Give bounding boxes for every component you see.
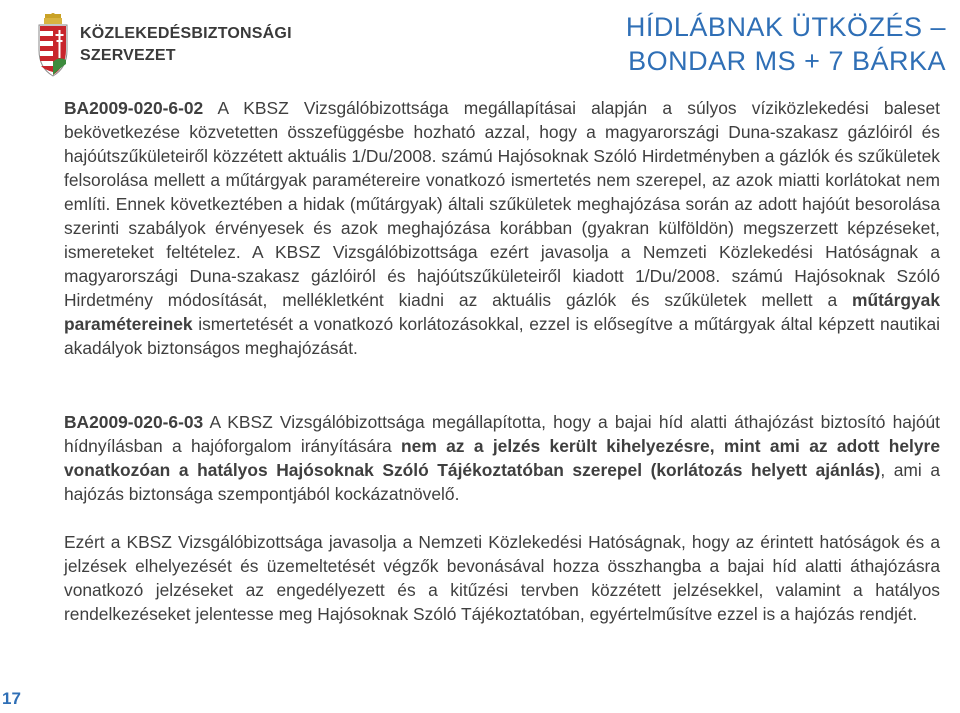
slide-title (626, 10, 946, 78)
hungarian-coat-of-arms-icon (36, 12, 70, 78)
paragraph-text: A KBSZ Vizsgálóbizottsága megállapította, hogy a bajai híd alatti áthajózást biztosító hajóút hídnyílásban a hajóforgalom irányítására (64, 412, 940, 456)
recommendation-paragraph-3 (64, 530, 940, 626)
recommendation-paragraph-2 (64, 410, 940, 506)
paragraph-text: A KBSZ Vizsgálóbizottsága megállapításai alapján a súlyos víziközlekedési baleset bekövetkezése közvetetten összefüggésbe hozható azzal, hogy a magyarországi Duna-szakasz gázlóiról és hajóútszűkületeiről közzétett aktuális 1/Du/2008. számú Hajósoknak Szóló Hirdetményben a gázlók és szűkületek felsorolása mellett a műtárgyak paramétereire vonatkozó ismertetés nem szerepel, az azok miatti korlátokat nem említi. Ennek következtében a hidak (műtárgyak) általi szűkületek meghajózása során az adott hajóút besorolása szerinti szabályok érvényesek és azok meghajózása korábban (gyakran külföldön) megszerzett képzéseket, ismereteket feltételez. A KBSZ Vizsgálóbizottsága ezért javasolja a Nemzeti Közlekedési Hatóságnak a magyarországi Duna-szakasz gázlóiról és hajóútszűkületeiről kiadott 1/Du/2008. számú Hajósoknak Szóló Hirdetmény módosítását, mellékletként kiadni az aktuális gázlók és szűkületek mellett a (64, 98, 940, 310)
title-line2: BONDAR MS + 7 BÁRKA (628, 46, 946, 76)
recommendation-id: BA2009-020-6-03 (64, 412, 204, 432)
recommendation-paragraph-1 (64, 96, 940, 360)
logo-text (80, 23, 292, 67)
title-line1: HÍDLÁBNAK ÜTKÖZÉS – (625, 12, 946, 42)
recommendation-id: BA2009-020-6-02 (64, 98, 204, 118)
bold-emphasis: műtárgyak paramétereinek (64, 290, 940, 334)
page-number: 17 (2, 689, 21, 708)
paragraph-text: Ezért a KBSZ Vizsgálóbizottsága javasolja a Nemzeti Közlekedési Hatóságnak, hogy az érintett hatóságok és a jelzések elhelyezését és üzemeltetését végzők bevonásával hozza összhangba a bajai híd alatti áthajózásra vonatkozó jelzéseket az engedélyezett és a kitűzési tervben közzétett jelzésekkel, valamint a hatályos rendelkezéseket jelentesse meg Hajósoknak Szóló Tájékoztatóban, egyértelműsítve ezzel is a hajózás rendjét. (64, 532, 940, 624)
kbsz-logo (36, 10, 292, 80)
logo-line1: KÖZLEKEDÉSBIZTONSÁGI (80, 25, 292, 42)
logo-line2: SZERVEZET (80, 47, 176, 64)
paragraph-text: ismertetését a vonatkozó korlátozásokkal, ezzel is elősegítve a műtárgyak által képzett nautikai akadályok biztonságos meghajózását. (64, 314, 940, 358)
paragraph-text: , ami a hajózás biztonsága szempontjából kockázatnövelő. (64, 460, 940, 504)
bold-emphasis: nem az a jelzés került kihelyezésre, mint ami az adott helyre vonatkozóan a hatályos Hajósoknak Szóló Tájékoztatóban szerepel (korlátozás helyett ajánlás) (64, 436, 940, 480)
